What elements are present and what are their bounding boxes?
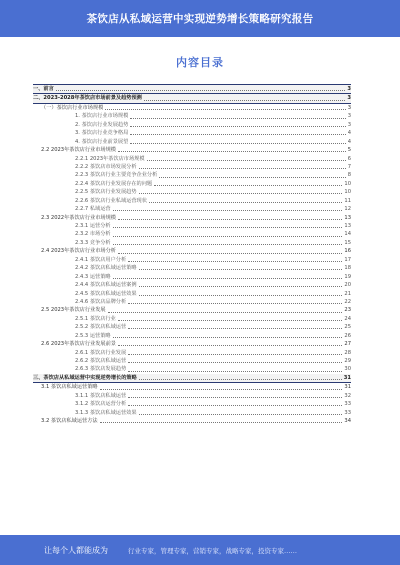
toc-entry-text: 2.2.6 茶饮店行业私域运营现状	[75, 197, 147, 204]
toc-entry-text: 2.2.7 私域运营	[75, 206, 111, 213]
toc-entry-page: 13	[344, 214, 351, 221]
toc-entry-text: 2.4.5 茶饮店私域运营效果	[75, 290, 137, 297]
toc-entry[interactable]	[33, 197, 351, 205]
toc-entry-page: 27	[344, 341, 351, 348]
toc-entry-text: 2.3 2022年茶饮店行业市场规模	[41, 214, 116, 221]
toc-leader-dots	[144, 100, 346, 101]
toc-entry-text: 一、前言	[33, 86, 54, 92]
toc-entry-text: 2.6.1 茶饮店行业发展	[75, 349, 127, 356]
toc-entry[interactable]	[33, 392, 351, 400]
toc-entry-page: 3	[347, 86, 351, 92]
toc-leader-dots	[118, 253, 342, 254]
toc-leader-dots	[118, 320, 343, 321]
toc-leader-dots	[139, 168, 346, 169]
toc-entry-text: 2.5.3 运营策略	[75, 332, 111, 339]
toc-leader-dots	[130, 143, 345, 144]
toc-entry-page: 25	[344, 324, 351, 331]
toc-entry-text: 2.4.3 运营策略	[75, 273, 111, 280]
toc-entry[interactable]	[33, 409, 351, 417]
toc-entry-text: 2.4.4 茶饮店私域运营案例	[75, 282, 137, 289]
table-of-contents	[33, 84, 351, 426]
toc-entry-text: （一）茶饮店行业市场规模	[41, 104, 104, 111]
toc-entry-text: 3.1.3 茶饮店私域运营效果	[75, 409, 137, 416]
toc-entry[interactable]	[33, 306, 351, 314]
toc-entry-page: 20	[344, 282, 351, 289]
toc-entry-page: 33	[344, 409, 351, 416]
toc-leader-dots	[139, 193, 343, 194]
toc-entry-text: 2.3.1 运营分析	[75, 223, 111, 229]
toc-leader-dots	[139, 414, 343, 415]
toc-entry-page: 6	[347, 155, 351, 162]
footer-slogan: 让每个人都能成为	[44, 545, 108, 555]
toc-leader-dots	[147, 160, 346, 161]
toc-leader-dots	[149, 202, 342, 203]
toc-entry-page: 15	[344, 239, 351, 246]
toc-entry-text: 2.2.5 茶饮店行业发展趋势	[75, 189, 137, 196]
toc-entry[interactable]	[33, 171, 351, 179]
toc-entry[interactable]	[33, 357, 351, 365]
toc-leader-dots	[113, 278, 343, 279]
toc-entry[interactable]	[33, 138, 351, 146]
toc-entry[interactable]	[33, 400, 351, 408]
toc-entry-page: 11	[344, 197, 351, 204]
toc-entry-page: 12	[344, 206, 351, 213]
toc-entry[interactable]	[33, 281, 351, 289]
toc-leader-dots	[105, 109, 345, 110]
toc-entry-text: 2.2.3 茶饮店行业主要竞争企业分析	[75, 172, 158, 179]
toc-leader-dots	[154, 185, 342, 186]
toc-entry-page: 5	[347, 147, 351, 154]
toc-leader-dots	[128, 405, 342, 406]
toc-leader-dots	[113, 236, 343, 237]
toc-entry[interactable]	[33, 205, 351, 213]
toc-entry-page: 18	[344, 265, 351, 272]
toc-entry[interactable]	[33, 180, 351, 188]
toc-entry-page: 30	[344, 366, 351, 373]
toc-leader-dots	[118, 219, 342, 220]
toc-entry-text: 2.3.3 竞争分析	[75, 239, 111, 246]
toc-entry-page: 8	[347, 172, 351, 179]
toc-leader-dots	[139, 379, 342, 380]
toc-leader-dots	[108, 312, 343, 313]
toc-entry-text: 二、2023-2028年茶饮店市场前景及趋势预测	[33, 95, 142, 102]
toc-entry-text: 3.1.1 茶饮店私域运营	[75, 392, 127, 399]
toc-leader-dots	[159, 177, 345, 178]
toc-leader-dots	[118, 345, 342, 346]
toc-entry-page: 10	[344, 189, 351, 196]
toc-entry-page: 31	[344, 384, 351, 391]
toc-leader-dots	[128, 354, 342, 355]
toc-entry[interactable]	[33, 129, 351, 137]
toc-entry[interactable]	[33, 222, 351, 230]
toc-entry[interactable]	[33, 340, 351, 348]
toc-leader-dots	[113, 227, 343, 228]
toc-leader-dots	[139, 286, 343, 287]
toc-entry-text: 2.5.2 茶饮店私域运营	[75, 324, 127, 331]
toc-entry-text: 2.2.1 2023年茶饮店市场规模	[75, 155, 145, 162]
toc-entry-text: 4. 茶饮店行业前景展望	[75, 138, 129, 145]
toc-leader-dots	[118, 151, 346, 152]
toc-leader-dots	[128, 397, 342, 398]
toc-entry[interactable]	[33, 155, 351, 163]
toc-leader-dots	[113, 210, 343, 211]
toc-leader-dots	[56, 90, 346, 91]
toc-leader-dots	[130, 134, 345, 135]
toc-heading: 内容目录	[176, 56, 224, 69]
toc-entry[interactable]	[33, 365, 351, 373]
toc-leader-dots	[100, 389, 343, 390]
toc-leader-dots	[113, 337, 343, 338]
toc-entry-text: 三、茶饮店从私域运营中实现逆势增长的策略	[33, 374, 137, 381]
toc-entry-page: 4	[347, 138, 351, 145]
toc-entry-text: 3.1 茶饮店私域运营策略	[41, 384, 98, 391]
toc-entry-text: 2.2.2 茶饮店市场发展分析	[75, 163, 137, 170]
toc-entry-text: 2.4.2 茶饮店私域运营策略	[75, 265, 137, 272]
toc-leader-dots	[130, 126, 345, 127]
toc-entry-text: 3.2 茶饮店私域运营方法	[41, 418, 98, 425]
toc-entry[interactable]	[33, 332, 351, 340]
toc-entry-text: 2.6.3 茶饮店发展趋势	[75, 366, 127, 373]
toc-leader-dots	[128, 303, 342, 304]
toc-entry[interactable]	[33, 247, 351, 255]
toc-entry-text: 2.2 2023年茶饮店行业市场规模	[41, 147, 116, 154]
toc-leader-dots	[139, 269, 343, 270]
toc-entry[interactable]	[33, 104, 351, 112]
toc-entry[interactable]	[33, 374, 351, 383]
toc-entry-text: 2.6.2 茶饮店私域运营	[75, 358, 127, 364]
toc-entry-text: 2.5.1 茶饮店行业	[75, 315, 116, 322]
toc-entry[interactable]	[33, 264, 351, 272]
toc-leader-dots	[128, 362, 342, 363]
toc-entry[interactable]	[33, 298, 351, 306]
toc-entry-text: 3.1.2 茶饮店运营分析	[75, 401, 127, 408]
toc-entry[interactable]	[33, 94, 351, 103]
toc-entry-page: 21	[344, 290, 351, 297]
toc-leader-dots	[128, 371, 342, 372]
toc-entry[interactable]	[33, 85, 351, 94]
toc-entry[interactable]	[33, 383, 351, 391]
toc-leader-dots	[100, 422, 343, 423]
toc-entry[interactable]	[33, 163, 351, 171]
toc-entry-page: 22	[344, 298, 351, 305]
toc-entry[interactable]	[33, 146, 351, 154]
toc-entry[interactable]	[33, 214, 351, 222]
toc-entry-page: 14	[344, 231, 351, 238]
toc-entry-page: 3	[347, 113, 351, 120]
toc-entry-text: 2.4 2023年茶饮店行业市场分析	[41, 248, 116, 255]
toc-entry[interactable]	[33, 417, 351, 425]
toc-entry-page: 24	[344, 315, 351, 322]
toc-entry-page: 29	[344, 358, 351, 364]
toc-entry[interactable]	[33, 121, 351, 129]
toc-entry-text: 2.6 2023年茶饮店行业发展前景	[41, 341, 116, 348]
toc-entry-text: 1. 茶饮店行业市场规模	[75, 113, 129, 120]
toc-entry-page: 31	[343, 374, 351, 381]
toc-leader-dots	[128, 261, 342, 262]
toc-entry-page: 3	[347, 95, 351, 102]
toc-entry[interactable]	[33, 273, 351, 281]
toc-entry-text: 2.4.6 茶饮店品牌分析	[75, 298, 127, 305]
toc-entry-page: 3	[347, 121, 351, 128]
toc-leader-dots	[130, 118, 345, 119]
toc-entry[interactable]	[33, 315, 351, 323]
toc-entry-text: 2.4.1 茶饮店用户分析	[75, 256, 127, 263]
toc-entry-page: 34	[344, 418, 351, 425]
toc-entry[interactable]	[33, 112, 351, 120]
toc-entry-page: 7	[347, 163, 351, 170]
toc-entry-page: 13	[344, 223, 351, 229]
footer-bar	[0, 535, 400, 565]
toc-entry-page: 4	[347, 130, 351, 137]
toc-entry-page: 19	[344, 273, 351, 280]
toc-leader-dots	[139, 295, 343, 296]
report-header-bar	[0, 0, 400, 37]
toc-entry-page: 32	[344, 392, 351, 399]
footer-tagline: 行业专家，管理专家，营销专家，战略专家，投资专家……	[128, 546, 297, 555]
toc-entry[interactable]	[33, 230, 351, 238]
toc-entry-page: 16	[344, 248, 351, 255]
toc-entry-page: 23	[344, 307, 351, 314]
toc-entry-page: 3	[347, 104, 351, 111]
toc-entry-text: 2. 茶饮店行业发展趋势	[75, 121, 129, 128]
toc-leader-dots	[128, 328, 342, 329]
toc-entry-page: 33	[344, 401, 351, 408]
report-title: 茶饮店从私域运营中实现逆势增长策略研究报告	[86, 13, 314, 25]
toc-entry[interactable]	[33, 290, 351, 298]
toc-entry-text: 3. 茶饮店行业竞争格局	[75, 130, 129, 137]
toc-leader-dots	[113, 244, 343, 245]
toc-entry[interactable]	[33, 239, 351, 247]
toc-entry[interactable]	[33, 256, 351, 264]
toc-entry-page: 28	[344, 349, 351, 356]
toc-entry-text: 2.5 2023年茶饮店行业发展	[41, 307, 106, 314]
toc-entry-text: 2.2.4 茶饮店行业发展存在的问题	[75, 180, 153, 187]
toc-entry[interactable]	[33, 349, 351, 357]
toc-entry-page: 17	[344, 256, 351, 263]
toc-entry-text: 2.3.2 市场分析	[75, 231, 111, 238]
toc-entry-page: 26	[344, 332, 351, 339]
toc-entry[interactable]	[33, 323, 351, 331]
toc-entry[interactable]	[33, 188, 351, 196]
toc-entry-page: 10	[344, 180, 351, 187]
